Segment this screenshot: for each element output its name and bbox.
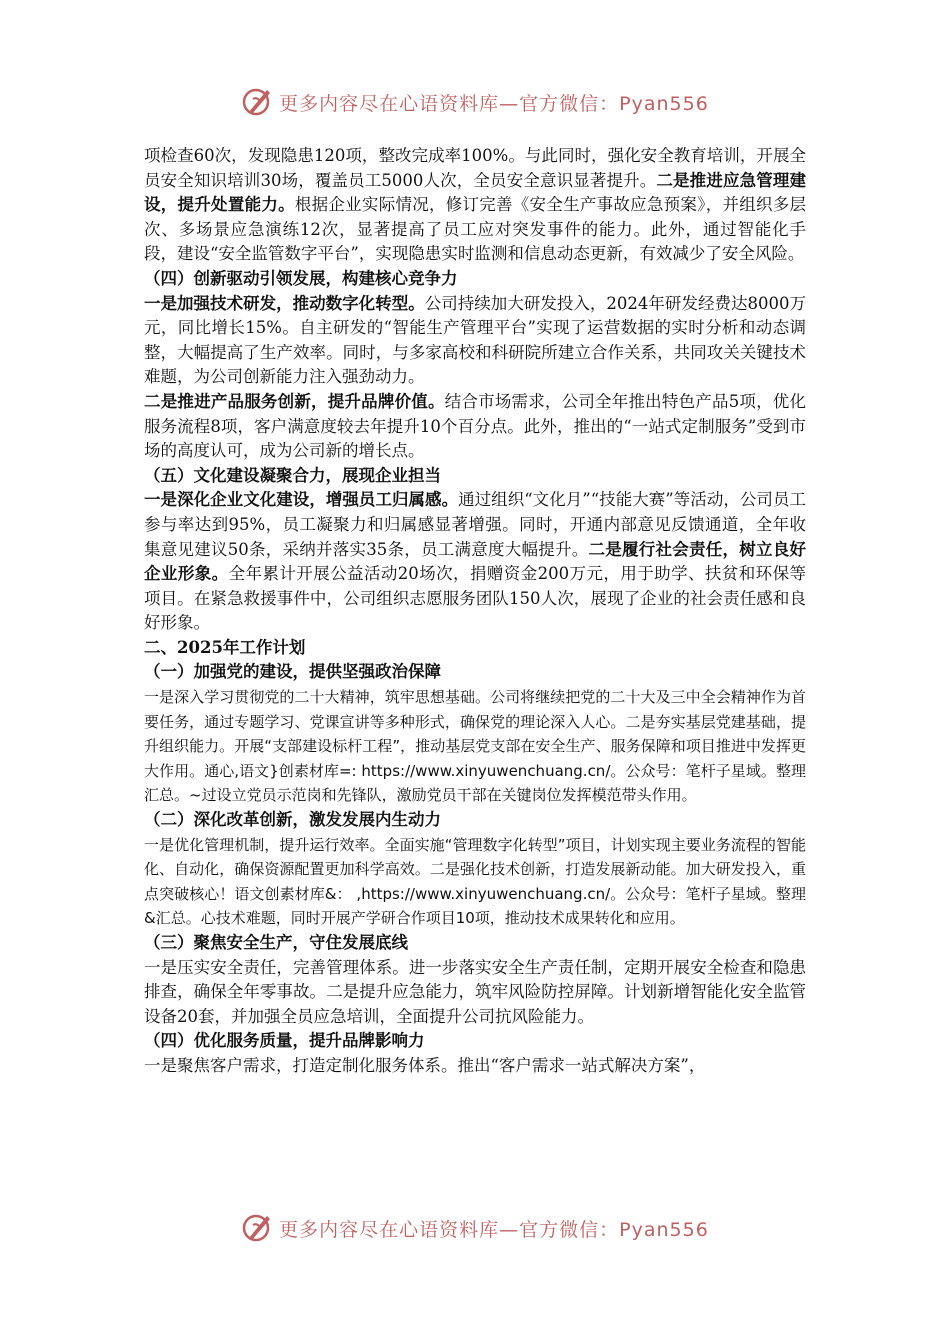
text-run: 结合市场需求，公司全年推出特色产品5项，优化服务流程8项，客户满意度较去年提升10个百分点。此外，推出的“一站式定制服务”受到市场的高度认可，成为公司新的增长点。: [144, 391, 807, 461]
paragraph: [144, 956, 806, 1030]
paragraph: [144, 267, 806, 292]
text-run: 一是压实安全责任，完善管理体系。进一步落实安全生产责任制，定期开展安全检查和隐患排查，确保全年零事故。二是提升应急能力，筑牢风险防控屏障。计划新增智能化安全监管设备20套，并加强全员应急培训，全面提升公司抗风险能力。: [144, 957, 806, 1026]
bold-text-run: 二是推进应急管理建设，提升处置能力。: [144, 170, 806, 215]
paragraph: [144, 1054, 806, 1079]
bold-text-run: （四）创新驱动引领发展，构建核心竞争力: [144, 268, 458, 288]
paragraph: [144, 660, 806, 685]
footer-watermark-text: 更多内容尽在心语资料库—官方微信：Pyan556: [279, 1218, 709, 1241]
paragraph: [144, 1029, 806, 1054]
pen-logo-icon: [241, 1211, 275, 1245]
bold-text-run: （一）加强党的建设，提供坚强政治保障: [144, 662, 441, 682]
text-run: 公司持续加大研发投入，2024年研发经费达8000万元，同比增长15%。自主研发的“智能生产管理平台”实现了运营数据的实时分析和动态调整，大幅提高了生产效率。同时，与多家高校和科研院所建立合作关系，共同攻关关键技术难题，为公司创新能力注入强劲动力。: [144, 293, 807, 387]
bold-text-run: （三）聚焦安全生产，守住发展底线: [144, 933, 408, 952]
bold-text-run: 一是深化企业文化建设，增强员工归属感。: [144, 490, 459, 510]
pen-logo-icon: [241, 85, 275, 119]
text-run: 一是聚焦客户需求，打造定制化服务体系。推出“客户需求一站式解决方案”，: [144, 1055, 706, 1075]
paragraph: [144, 808, 806, 833]
paragraph: [144, 144, 806, 267]
paragraph: [144, 685, 806, 808]
bold-text-run: （五）文化建设凝聚合力，展现企业担当: [144, 465, 441, 485]
bold-text-run: 二是推进产品服务创新，提升品牌价值。: [144, 391, 445, 411]
paragraph: [144, 292, 806, 390]
text-run: 项检查60次，发现隐患120项，整改完成率100%。与此同时，强化安全教育培训，开展全员安全知识培训30场，覆盖员工5000人次，全员安全意识显著提升。: [144, 146, 806, 190]
text-run: 根据企业实际情况，修订完善《安全生产事故应急预案》，并组织多层次、多场景应急演练12次，显著提高了员工应对突发事件的能力。此外，通过智能化手段，建设“安全监管数字平台”，实现隐患实时监测和信息动态更新，有效减少了安全风险。: [144, 195, 807, 264]
bold-text-run: 二、2025年工作计划: [144, 637, 306, 657]
header-watermark-text: 更多内容尽在心语资料库—官方微信：Pyan556: [279, 92, 709, 115]
bold-text-run: （四）优化服务质量，提升品牌影响力: [144, 1031, 425, 1051]
text-run: 一是优化管理机制，提升运行效率。全面实施“管理数字化转型”项目，计划实现主要业务流程的智能化、自动化，确保资源配置更加科学高效。二是强化技术创新，打造发展新动能。加大研发投入，重点突破核心！语文创素材库&： ,https://www.xinyuwenchuang.cn/。公众号：笔杆子星域。整理&汇总。心技术难题，同时开展产学研合作项目10项，推动技术成果转化和应用。: [144, 835, 806, 928]
text-run: 一是深入学习贯彻党的二十大精神，筑牢思想基础。公司将继续把党的二十大及三中全会精神作为首要任务，通过专题学习、党课宣讲等多种形式，确保党的理论深入人心。二是夯实基层党建基础，提升组织能力。开展“支部建设标杆工程”，推动基层党支部在安全生产、服务保障和项目推进中发挥更大作用。通心,语文}创素材库=: https://www.xinyuwenchuang.cn/。公众号：笔杆子星域。整理汇总。~过设立党员示范岗和先锋队，激励党员干部在关键岗位发挥模范带头作用。: [144, 688, 806, 805]
paragraph: [144, 833, 806, 931]
bold-text-run: 一是加强技术研发，推动数字化转型。: [144, 293, 425, 313]
paragraph: [144, 931, 806, 956]
header-watermark: [0, 82, 950, 122]
text-run: 通过组织“文化月”“技能大赛”等活动，公司员工参与率达到95%，员工凝聚力和归属感显著增强。同时，开通内部意见反馈通道，全年收集意见建议50条，采纳并落实35条，员工满意度大幅提升。: [144, 490, 806, 559]
document-body: [144, 144, 806, 1079]
paragraph: [144, 488, 806, 636]
bold-text-run: （二）深化改革创新，激发发展内生动力: [144, 810, 441, 830]
paragraph: [144, 464, 806, 489]
paragraph: [144, 390, 806, 464]
text-run: 全年累计开展公益活动20场次，捐赠资金200万元，用于助学、扶贫和环保等项目。在紧急救援事件中，公司组织志愿服务团队150人次，展现了企业的社会责任感和良好形象。: [144, 564, 807, 633]
paragraph: [144, 636, 806, 661]
bold-text-run: 二是履行社会责任，树立良好企业形象。: [144, 539, 806, 584]
footer-watermark: [0, 1208, 950, 1248]
